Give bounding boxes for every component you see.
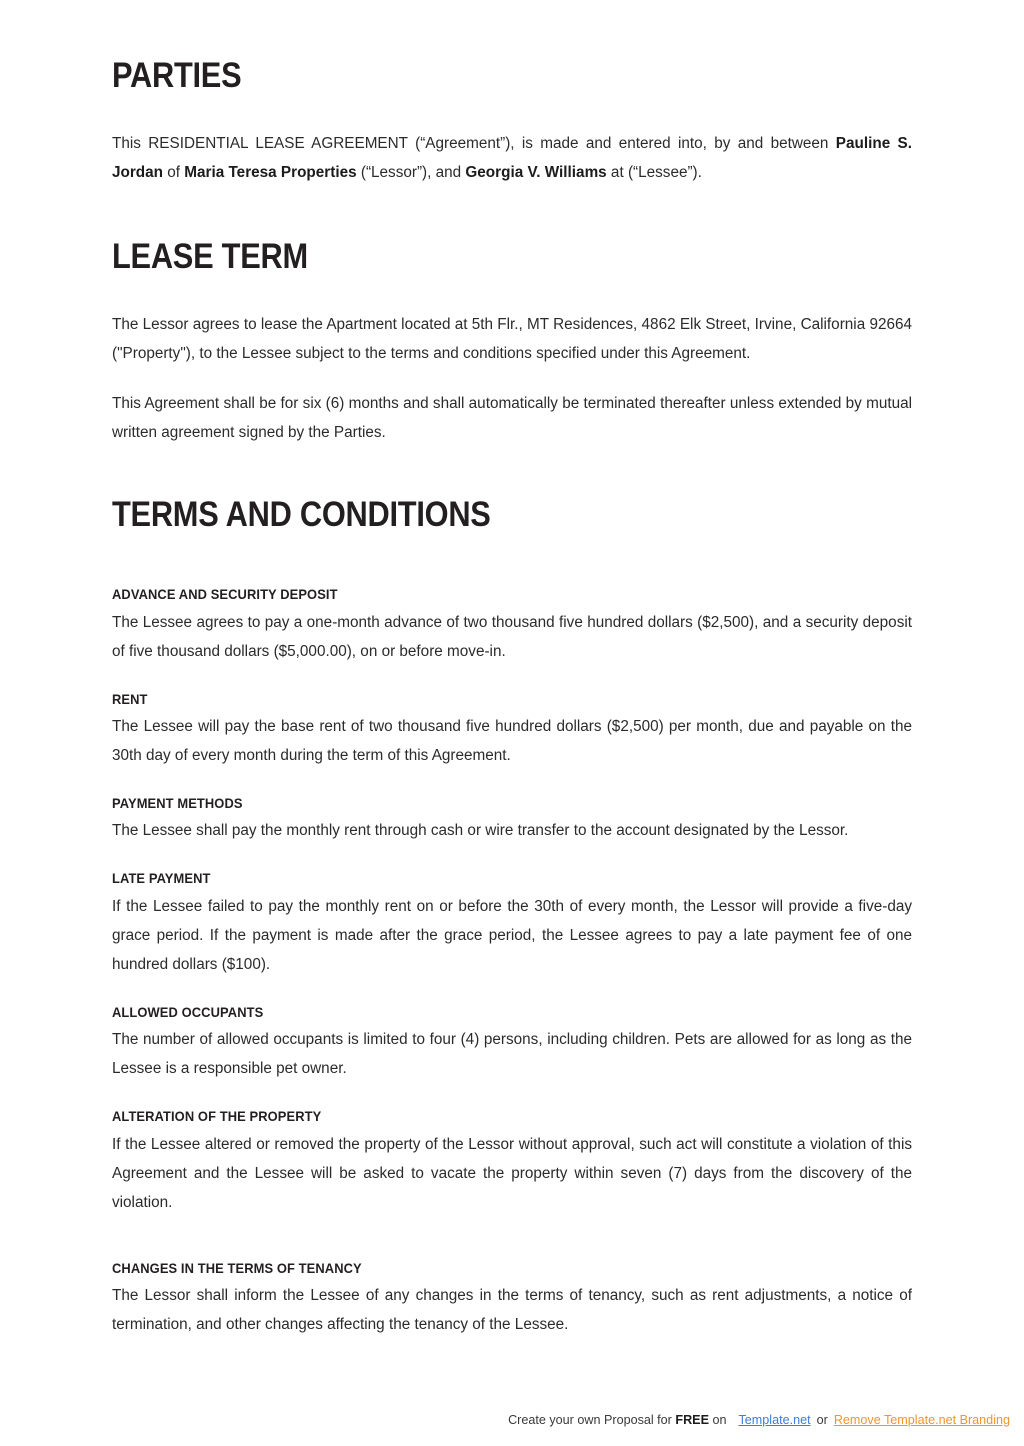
term-title: ALTERATION OF THE PROPERTY: [112, 1109, 322, 1125]
plain-text: This Agreement shall be for six (6) months and shall automatically be terminated thereafter unless extended by mutual written agreement signed by the Parties.: [112, 394, 912, 441]
term-changes-in-the-terms-of-tenancy: [112, 1259, 912, 1339]
terms-list: [112, 585, 912, 1339]
footer-free-label: FREE: [675, 1413, 709, 1427]
term-body: The Lessee agrees to pay a one-month advance of two thousand five hundred dollars ($2,500), and a security deposit of five thousand dollars ($5,000.00), on or before move-in.: [112, 613, 912, 660]
footer-branding: [0, 1412, 1010, 1430]
term-title: ADVANCE AND SECURITY DEPOSIT: [112, 587, 338, 603]
footer-or-label: or: [816, 1413, 828, 1427]
footer-on-label: on: [708, 1413, 727, 1427]
lease-term-paragraph-1: [112, 310, 912, 368]
plain-text: of: [163, 163, 185, 181]
footer-remove-branding-link[interactable]: Remove Template.net Branding: [833, 1413, 1010, 1427]
term-allowed-occupants: [112, 1003, 912, 1083]
plain-text: (“Lessor”), and: [356, 163, 466, 181]
term-body: The number of allowed occupants is limited to four (4) persons, including children. Pets are allowed for as long as the Lessee is a responsible pet owner.: [112, 1031, 912, 1078]
term-body: If the Lessee altered or removed the property of the Lessor without approval, such act will constitute a violation of this Agreement and the Lessee will be asked to vacate the property within seven (7) days from the discovery of the violation.: [112, 1135, 912, 1211]
lease-term-paragraph-2: [112, 389, 912, 447]
emphasis-text: Maria Teresa Properties: [184, 163, 357, 181]
term-title: LATE PAYMENT: [112, 871, 211, 887]
term-title: RENT: [112, 691, 148, 707]
emphasis-text: Georgia V. Williams: [465, 163, 607, 181]
plain-text: The Lessor agrees to lease the Apartment located at 5th Flr., MT Residences, 4862 Elk Street, Irvine, California 92664 ("Property"), to the Lessee subject to the terms and conditions specified under this Agreement.: [112, 315, 912, 362]
parties-paragraph: [112, 129, 912, 187]
section-heading-lease-term: LEASE TERM: [112, 236, 308, 276]
document-content: [112, 0, 912, 1339]
term-rent: [112, 690, 912, 770]
term-title: PAYMENT METHODS: [112, 796, 243, 812]
term-late-payment: [112, 869, 912, 978]
term-payment-methods: [112, 794, 912, 845]
term-title: CHANGES IN THE TERMS OF TENANCY: [112, 1260, 362, 1276]
term-body: The Lessor shall inform the Lessee of any changes in the terms of tenancy, such as rent adjustments, a notice of termination, and other changes affecting the tenancy of the Lessee.: [112, 1286, 912, 1333]
footer-prefix-text: Create your own Proposal for: [508, 1413, 676, 1427]
plain-text: at (“Lessee”).: [606, 163, 702, 181]
section-heading-parties: PARTIES: [112, 56, 242, 95]
term-body: The Lessee will pay the base rent of two thousand five hundred dollars ($2,500) per month, due and payable on the 30th day of every month during the term of this Agreement.: [112, 718, 912, 765]
term-body: The Lessee shall pay the monthly rent through cash or wire transfer to the account designated by the Lessor.: [112, 822, 849, 840]
footer-template-net-link[interactable]: Template.net: [738, 1413, 811, 1427]
term-advance-and-security-deposit: [112, 585, 912, 665]
term-alteration-of-the-property: [112, 1107, 912, 1216]
term-title: ALLOWED OCCUPANTS: [112, 1004, 264, 1020]
term-body: If the Lessee failed to pay the monthly rent on or before the 30th of every month, the Lessor will provide a five-day grace period. If the payment is made after the grace period, the Lessee agrees to pay a late payment fee of one hundred dollars ($100).: [112, 897, 912, 973]
section-heading-terms-and-conditions: TERMS AND CONDITIONS: [112, 494, 491, 534]
plain-text: This RESIDENTIAL LEASE AGREEMENT (“Agreement”), is made and entered into, by and between: [112, 134, 836, 152]
emphasis-text: Pauline S. Jordan: [112, 134, 912, 181]
